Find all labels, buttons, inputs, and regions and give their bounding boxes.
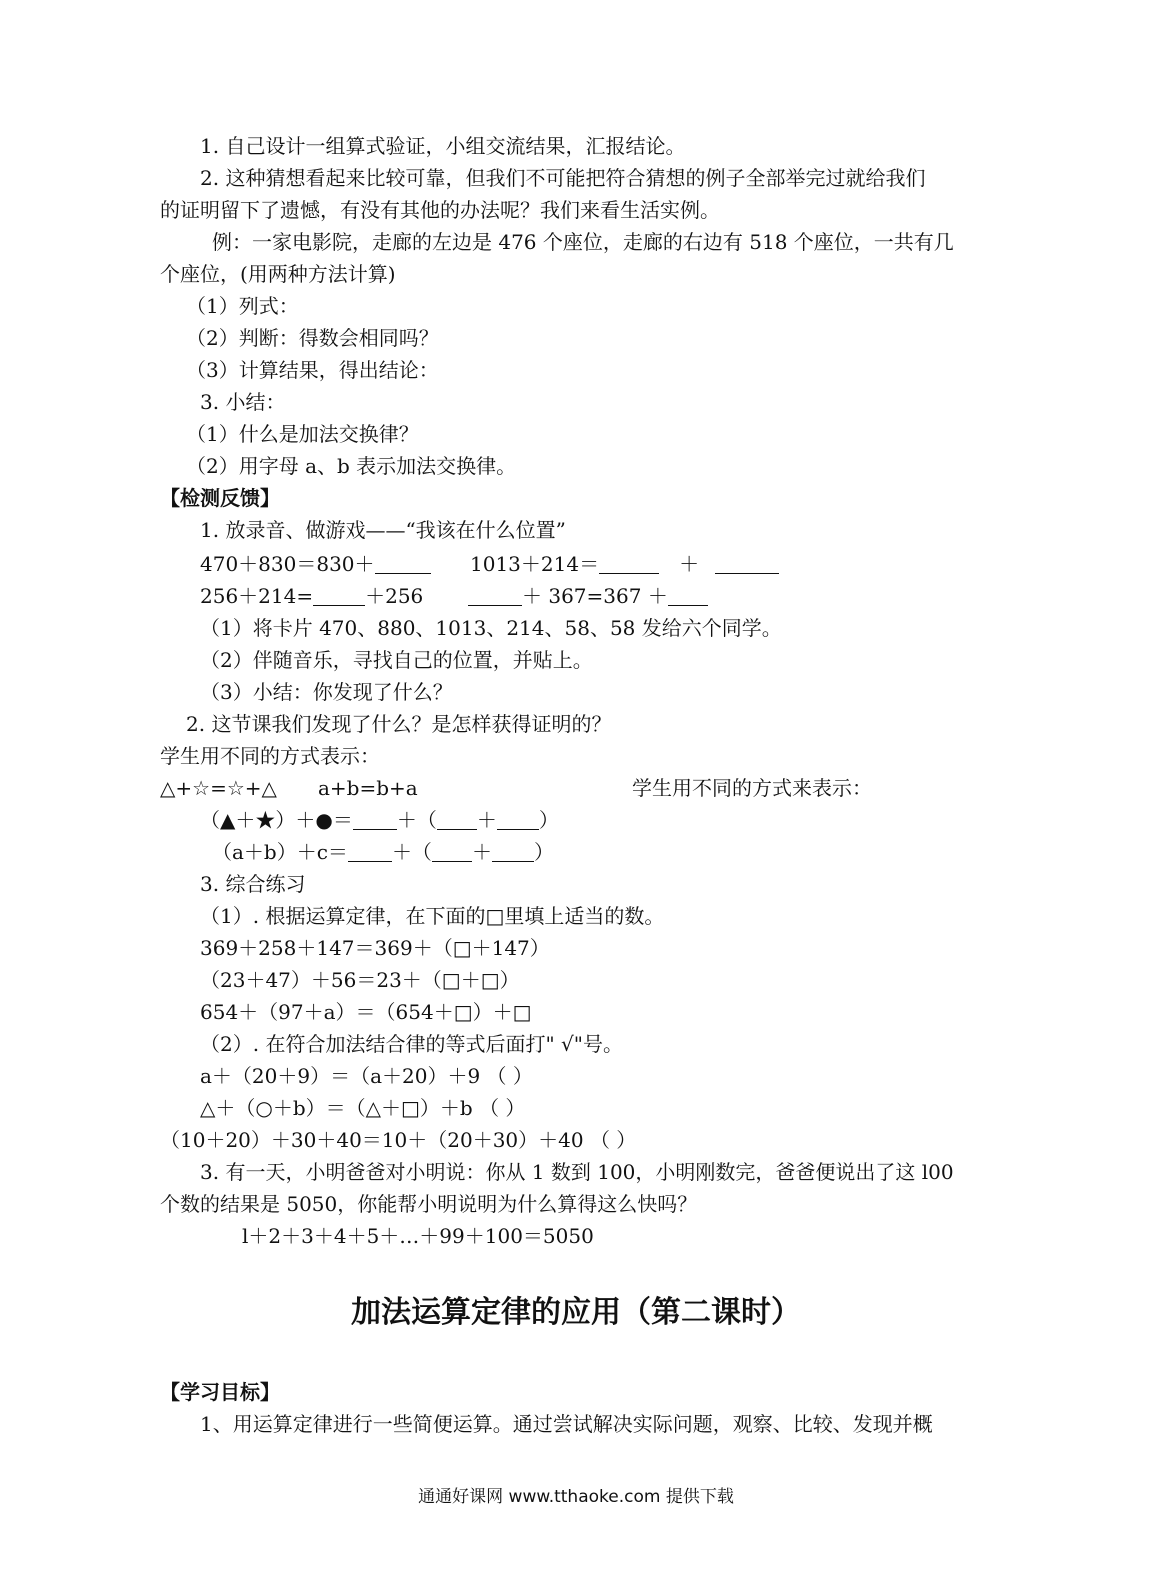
equation-row-2a bbox=[200, 582, 423, 610]
answer-blank bbox=[353, 809, 397, 830]
answer-blank bbox=[468, 585, 522, 606]
summary-q2: （2）用字母 a、b 表示加法交换律。 bbox=[186, 454, 517, 478]
student-expression-intro: 学生用不同的方式表示： bbox=[160, 744, 380, 768]
example-q3: （3）计算结果，得出结论： bbox=[186, 358, 439, 382]
story-problem-continued: 个数的结果是 5050，你能帮小明说明为什么算得这么快吗？ bbox=[160, 1192, 698, 1216]
student-expression-note: 学生用不同的方式来表示： bbox=[632, 776, 872, 800]
example-text: 例：一家电影院，走廊的左边是 476 个座位，走廊的右边有 518 个座位，一共有几 bbox=[212, 230, 954, 254]
equation-text: ） bbox=[533, 840, 554, 864]
footer-credit: 通通好课网 www.tthaoke.com 提供下载 bbox=[418, 1487, 734, 1507]
equation-text: ＋（ bbox=[396, 808, 437, 832]
check-equation-1: a＋（20＋9）＝（a＋20）＋9 （ ） bbox=[200, 1064, 533, 1088]
symbol-commutative: △+☆=☆+△ bbox=[160, 776, 277, 800]
story-problem: 3. 有一天，小明爸爸对小明说：你从 1 数到 100，小明刚数完，爸爸便说出了这 l00 bbox=[200, 1160, 954, 1184]
answer-blank bbox=[375, 553, 431, 574]
example-q1: （1）列式： bbox=[186, 294, 299, 318]
plus-sign: ＋ bbox=[679, 552, 700, 576]
exercise-equation-3: 654＋（97＋a）＝（654＋□）＋□ bbox=[200, 1000, 532, 1024]
step-2-text: 2. 这种猜想看起来比较可靠，但我们不可能把符合猜想的例子全部举完过就给我们 bbox=[200, 166, 926, 190]
equation-row-1a bbox=[200, 550, 431, 578]
equation-text: 470＋830＝830＋ bbox=[200, 552, 375, 576]
step-2-continued: 的证明留下了遗憾，有没有其他的办法呢？我们来看生活实例。 bbox=[160, 198, 720, 222]
lesson-title: 加法运算定律的应用（第二课时） bbox=[351, 1295, 801, 1330]
game-step-3: （3）小结：你发现了什么？ bbox=[200, 680, 453, 704]
step-1-text: 1. 自己设计一组算式验证，小组交流结果，汇报结论。 bbox=[200, 134, 686, 158]
answer-blank bbox=[715, 553, 779, 574]
equation-text: （▲＋★）＋●＝ bbox=[200, 808, 353, 832]
symbol-associative bbox=[200, 806, 559, 834]
sum-equation: l＋2＋3＋4＋5＋…＋99＋100＝5050 bbox=[242, 1224, 594, 1248]
letter-commutative: a+b=b+a bbox=[318, 776, 418, 800]
exercise-part-2: （2）. 在符合加法结合律的等式后面打" √"号。 bbox=[200, 1032, 623, 1056]
section-heading-feedback: 【检测反馈】 bbox=[160, 486, 280, 510]
review-question: 2. 这节课我们发现了什么？是怎样获得证明的？ bbox=[186, 712, 612, 736]
equation-row-2b bbox=[468, 582, 708, 610]
equation-text: ＋256 bbox=[365, 584, 424, 608]
answer-blank bbox=[348, 841, 392, 862]
answer-blank bbox=[313, 585, 365, 606]
equation-text: ＋ 367=367 ＋ bbox=[522, 584, 668, 608]
exercise-equation-1: 369＋258＋147＝369＋（□＋147） bbox=[200, 936, 550, 960]
equation-text: （a＋b）＋c＝ bbox=[212, 840, 348, 864]
game-step-2: （2）伴随音乐，寻找自己的位置，并贴上。 bbox=[200, 648, 593, 672]
section-heading-objectives: 【学习目标】 bbox=[160, 1380, 280, 1404]
letter-associative bbox=[212, 838, 554, 866]
check-equation-3: （10＋20）＋30＋40＝10＋（20＋30）＋40 （ ） bbox=[160, 1128, 637, 1152]
check-equation-2: △＋（○＋b）＝（△＋□）＋b （ ） bbox=[200, 1096, 526, 1120]
example-q2: （2）判断：得数会相同吗？ bbox=[186, 326, 439, 350]
answer-blank bbox=[437, 809, 477, 830]
exercise-equation-2: （23＋47）＋56＝23＋（□＋□） bbox=[200, 968, 520, 992]
objective-1: 1、用运算定律进行一些简便运算。通过尝试解决实际问题，观察、比较、发现并概 bbox=[200, 1412, 933, 1436]
plus-sign: ＋ bbox=[476, 808, 497, 832]
equation-text: 256＋214= bbox=[200, 584, 314, 608]
answer-blank bbox=[432, 841, 472, 862]
game-intro: 1. 放录音、做游戏——“我该在什么位置” bbox=[200, 518, 566, 542]
plus-sign: ＋ bbox=[471, 840, 492, 864]
equation-text: ） bbox=[538, 808, 559, 832]
summary-heading: 3. 小结： bbox=[200, 390, 286, 414]
answer-blank bbox=[497, 809, 539, 830]
summary-q1: （1）什么是加法交换律？ bbox=[186, 422, 419, 446]
answer-blank bbox=[668, 585, 708, 606]
exercise-part-1: （1）. 根据运算定律，在下面的□里填上适当的数。 bbox=[200, 904, 665, 928]
equation-row-1b bbox=[470, 550, 779, 578]
exercise-heading: 3. 综合练习 bbox=[200, 872, 306, 896]
game-step-1: （1）将卡片 470、880、1013、214、58、58 发给六个同学。 bbox=[200, 616, 782, 640]
equation-text: ＋（ bbox=[391, 840, 432, 864]
equation-text: 1013＋214＝ bbox=[470, 552, 600, 576]
answer-blank bbox=[492, 841, 534, 862]
example-continued: 个座位，(用两种方法计算) bbox=[160, 262, 396, 286]
answer-blank bbox=[599, 553, 659, 574]
